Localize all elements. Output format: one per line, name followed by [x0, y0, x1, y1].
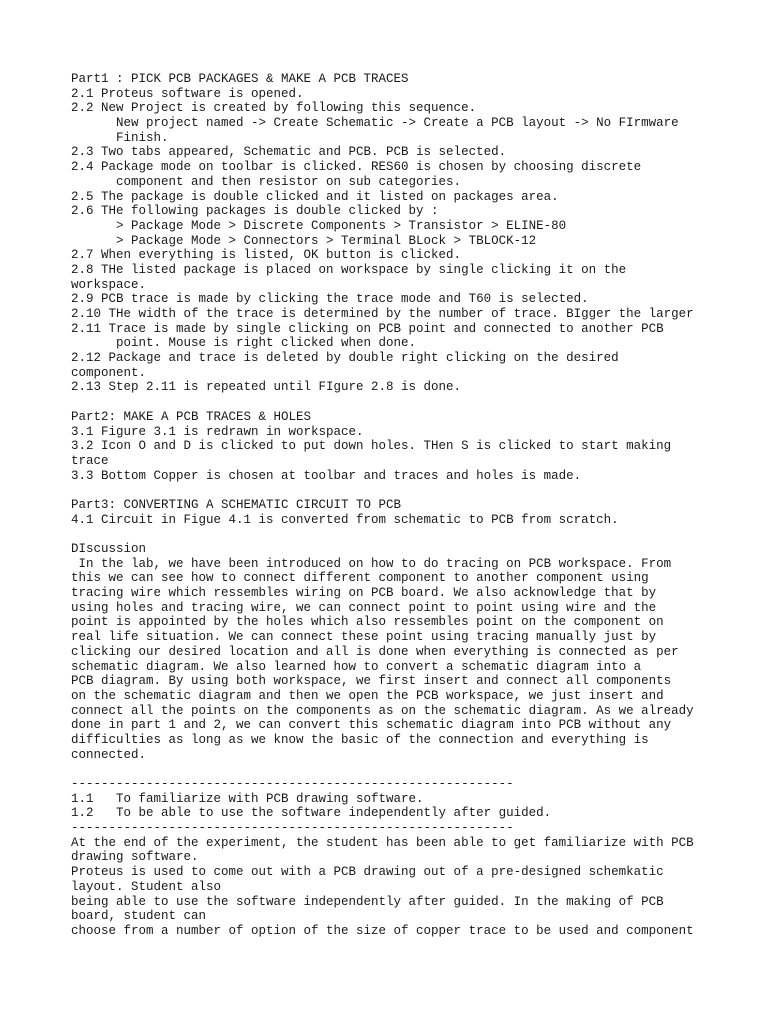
text-line: 4.1 Circuit in Figue 4.1 is converted from schematic to PCB from scratch. [71, 512, 619, 527]
text-line: 1.1 To familiarize with PCB drawing software. [71, 791, 424, 806]
text-line: difficulties as long as we know the basic of the connection and everything is [71, 732, 649, 747]
text-line: 2.13 Step 2.11 is repeated until FIgure 2.8 is done. [71, 380, 462, 395]
text-line: ----------------------------------------------------------- [71, 821, 514, 836]
text-line: schematic diagram. We also learned how to convert a schematic diagram into a [71, 659, 642, 674]
text-line: Part2: MAKE A PCB TRACES & HOLES [71, 409, 312, 424]
text-line: 2.7 When everything is listed, OK button is clicked. [71, 248, 462, 263]
text-line: New project named -> Create Schematic -> Create a PCB layout -> No FIrmware [71, 116, 679, 131]
text-line: 3.1 Figure 3.1 is redrawn in workspace. [71, 424, 364, 439]
text-line: layout. Student also [71, 879, 222, 894]
text-line: real life situation. We can connect these point using tracing manually just by [71, 630, 657, 645]
text-line: workspace. [71, 277, 147, 292]
text-line: connect all the points on the components as on the schematic diagram. As we already [71, 703, 694, 718]
text-line: done in part 1 and 2, we can convert this schematic diagram into PCB without any [71, 718, 672, 733]
text-line: 2.2 New Project is created by following this sequence. [71, 101, 477, 116]
text-line: connected. [71, 747, 147, 762]
text-line: 2.8 THe listed package is placed on workspace by single clicking it on the [71, 262, 627, 277]
text-line: Proteus is used to come out with a PCB drawing out of a pre-designed schemkatic [71, 865, 664, 880]
text-line: tracing wire which ressembles wiring on PCB board. We also acknowledge that by [71, 586, 657, 601]
text-line: component. [71, 365, 147, 380]
text-line: At the end of the experiment, the student has been able to get familiarize with PCB [71, 835, 694, 850]
text-line: 3.2 Icon O and D is clicked to put down holes. THen S is clicked to start making [71, 439, 672, 454]
text-line: Part1 : PICK PCB PACKAGES & MAKE A PCB TRACES [71, 72, 409, 86]
blank-line [71, 527, 731, 542]
text-line: DIscussion [71, 542, 147, 556]
text-line: being able to use the software independently after guided. In the making of PCB [71, 894, 664, 909]
text-line: 2.4 Package mode on toolbar is clicked. RES60 is chosen by choosing discrete [71, 160, 642, 175]
text-line: In the lab, we have been introduced on how to do tracing on PCB workspace. From [71, 556, 672, 571]
text-line: drawing software. [71, 850, 199, 865]
text-line: this we can see how to connect different component to another component using [71, 571, 649, 586]
text-line: 2.12 Package and trace is deleted by double right clicking on the desired [71, 351, 619, 366]
text-line: point. Mouse is right clicked when done. [71, 336, 417, 351]
text-line: using holes and tracing wire, we can connect point to point using wire and the [71, 600, 657, 615]
text-line: 2.9 PCB trace is made by clicking the trace mode and T60 is selected. [71, 292, 589, 307]
document-page [71, 72, 731, 939]
text-line: 2.10 THe width of the trace is determined by the number of trace. BIgger the larger [71, 307, 694, 321]
text-line: component and then resistor on sub categories. [71, 174, 462, 189]
text-line: 2.6 THe following packages is double clicked by : [71, 204, 439, 219]
blank-line [71, 762, 731, 777]
text-line: clicking our desired location and all is done when everything is connected as per [71, 644, 679, 659]
text-line: > Package Mode > Connectors > Terminal BLock > TBLOCK-12 [71, 233, 537, 248]
text-line: PCB diagram. By using both workspace, we first insert and connect all components [71, 674, 672, 689]
text-line: 1.2 To be able to use the software independently after guided. [71, 806, 552, 821]
text-line: board, student can [71, 909, 207, 924]
text-line: 2.5 The package is double clicked and it listed on packages area. [71, 189, 559, 204]
text-line: trace [71, 453, 109, 468]
text-line: > Package Mode > Discrete Components > Transistor > ELINE-80 [71, 218, 567, 233]
text-line: ----------------------------------------------------------- [71, 777, 514, 791]
text-line: 2.11 Trace is made by single clicking on PCB point and connected to another PCB [71, 321, 664, 336]
text-line: Finish. [71, 130, 169, 145]
text-line: on the schematic diagram and then we open the PCB workspace, we just insert and [71, 688, 664, 703]
text-line: 3.3 Bottom Copper is chosen at toolbar and traces and holes is made. [71, 468, 582, 483]
text-line: point is appointed by the holes which also ressembles point on the component on [71, 615, 664, 630]
text-line: 2.3 Two tabs appeared, Schematic and PCB. PCB is selected. [71, 145, 507, 160]
blank-line [71, 395, 731, 410]
blank-line [71, 483, 731, 498]
text-line: 2.1 Proteus software is opened. [71, 86, 304, 101]
text-line: Part3: CONVERTING A SCHEMATIC CIRCUIT TO PCB [71, 497, 402, 512]
text-line: choose from a number of option of the size of copper trace to be used and component [71, 923, 694, 938]
